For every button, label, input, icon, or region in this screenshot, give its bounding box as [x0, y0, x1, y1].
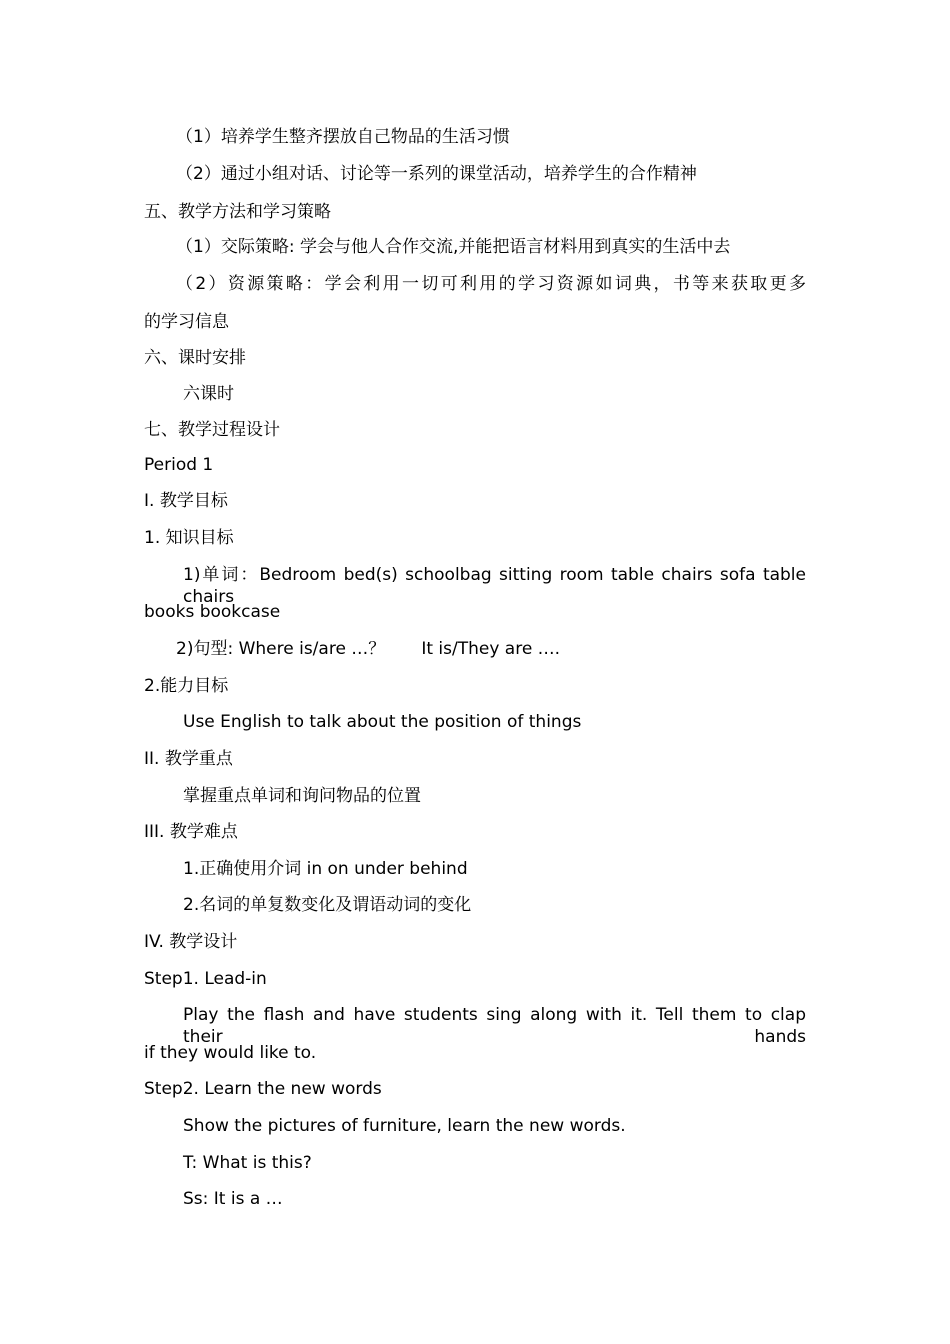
dialogue-teacher: T: What is this?	[183, 1153, 312, 1173]
strategy-item-2: （2）资源策略：学会利用一切可利用的学习资源如词典，书等来获取更多	[176, 274, 806, 294]
section-heading-6: 六、课时安排	[144, 348, 246, 368]
vocabulary-line-continued: books bookcase	[144, 602, 281, 622]
step-2-text: Show the pictures of furniture, learn the new words.	[183, 1116, 626, 1136]
key-points-text: 掌握重点单词和询问物品的位置	[183, 786, 421, 806]
subheading-key-points: II. 教学重点	[144, 749, 233, 769]
step-1-text: Play the flash and have students sing along with it. Tell them to clap their hands	[183, 1005, 806, 1047]
objective-item-1: （1）培养学生整齐摆放自己物品的生活习惯	[176, 127, 510, 147]
step-2-heading: Step2. Learn the new words	[144, 1079, 382, 1099]
step-1-heading: Step1. Lead-in	[144, 969, 267, 989]
vocabulary-line: 1)单词：Bedroom bed(s) schoolbag sitting room table chairs sofa table chairs	[183, 565, 806, 607]
ability-objective-text: Use English to talk about the position of things	[183, 712, 582, 732]
objective-item-2: （2）通过小组对话、讨论等一系列的课堂活动，培养学生的合作精神	[176, 164, 697, 184]
sentence-pattern-question: 2)句型: Where is/are …？	[176, 639, 386, 659]
class-hours: 六课时	[183, 384, 234, 404]
sentence-pattern-answer: It is/They are ….	[421, 639, 561, 659]
section-heading-7: 七、教学过程设计	[144, 420, 280, 440]
knowledge-objective-heading: 1. 知识目标	[144, 528, 234, 548]
strategy-item-1: （1）交际策略: 学会与他人合作交流,并能把语言材料用到真实的生活中去	[176, 237, 731, 257]
period-heading: Period 1	[144, 455, 214, 475]
difficulty-item-2: 2.名词的单复数变化及谓语动词的变化	[183, 895, 472, 915]
subheading-objectives: I. 教学目标	[144, 491, 228, 511]
section-heading-5: 五、教学方法和学习策略	[144, 202, 331, 222]
dialogue-students: Ss: It is a …	[183, 1189, 283, 1209]
step-1-text-continued: if they would like to.	[144, 1043, 317, 1063]
sentence-pattern-line	[176, 638, 806, 660]
subheading-design: IV. 教学设计	[144, 932, 238, 952]
strategy-item-2-continued: 的学习信息	[144, 312, 229, 332]
difficulty-item-1: 1.正确使用介词 in on under behind	[183, 859, 468, 879]
subheading-difficulties: III. 教学难点	[144, 822, 238, 842]
ability-objective-heading: 2.能力目标	[144, 676, 229, 696]
